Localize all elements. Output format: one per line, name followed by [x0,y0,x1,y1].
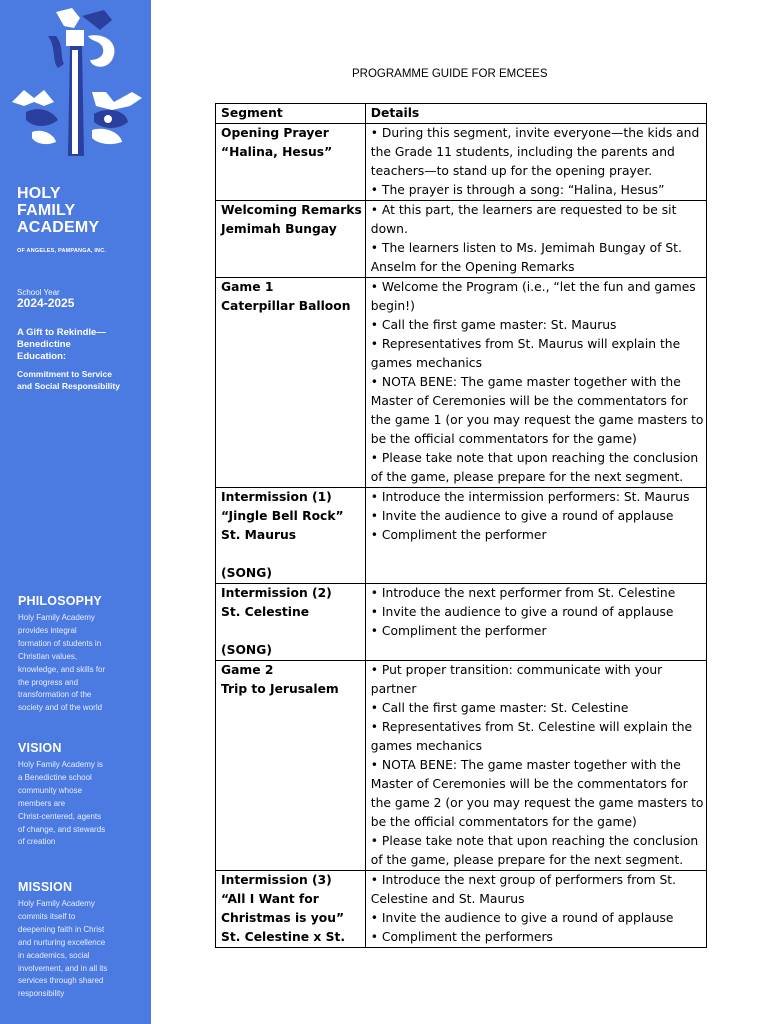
details-line: be the official commentators for the game) [370,432,637,446]
school-year-label: School Year [17,288,60,297]
academy-name-line: ACADEMY [17,219,100,236]
details-line: begin!) [370,299,415,313]
details-line: • Compliment the performer [370,624,547,638]
details-line: down. [370,222,408,236]
details-line: • Welcome the Program (i.e., “let the fun and games [370,280,696,294]
vision-line: Holy Family Academy is [18,760,103,769]
mission-line: involvement, and in all its [18,963,108,973]
details-line: • Put proper transition: communicate with your [370,663,663,677]
details-line: • Representatives from St. Celestine will explain the [370,720,693,734]
segment-line: St. Celestine [221,605,310,619]
academy-name-line: FAMILY [17,202,76,219]
table-row [216,201,707,278]
vision-line: members are [18,798,66,808]
mission-line: services through shared [18,976,104,986]
vision-heading: VISION [18,741,62,755]
table-header-row [216,104,707,124]
blank-line [221,545,362,564]
theme-subtitle-line: and Social Responsibility [17,381,120,391]
theme-title-line: Benedictine [17,339,71,350]
details-line: games mechanics [370,356,482,370]
philosophy-line: formation of students in [18,638,102,648]
details-line: • Please take note that upon reaching the conclusion [370,451,699,465]
details-line: • Compliment the performer [370,528,547,542]
philosophy-heading: PHILOSOPHY [18,594,102,608]
vision-line: a Benedictine school [18,772,92,782]
philosophy-line: society and of the world [18,703,103,713]
academy-name-line: HOLY [17,185,61,202]
details-line: the game 2 (or you may request the game masters to [370,796,704,810]
segment-line: St. Celestine x St. [221,930,346,944]
segment-cell [216,871,366,948]
details-line: Anselm for the Opening Remarks [370,260,575,274]
segment-cell [216,661,366,871]
segment-line: Game 2 [221,663,274,677]
theme-title-line: Education: [17,351,67,362]
theme-title-line: A Gift to Rekindle— [17,327,106,338]
mission-text [18,898,136,1001]
table-row [216,278,707,488]
details-line: • Introduce the next performer from St. Celestine [370,586,676,600]
details-line: Celestine and St. Maurus [370,892,525,906]
segment-line: Opening Prayer [221,126,329,140]
mission-line: commits itself to [18,911,76,921]
details-line: • Invite the audience to give a round of applause [370,911,674,925]
philosophy-text [18,612,136,715]
segment-cell [216,584,366,661]
details-line: the Grade 11 students, including the parents and [370,145,675,159]
segment-line: Trip to Jerusalem [221,682,339,696]
details-line: • Introduce the intermission performers: St. Maurus [370,490,690,504]
details-line: • Invite the audience to give a round of applause [370,605,674,619]
table-row [216,584,707,661]
segment-line: Welcoming Remarks [221,203,362,217]
segment-line: “All I Want for [221,892,319,906]
details-cell [365,584,707,661]
segment-cell [216,488,366,584]
programme-table [215,103,707,948]
details-line: be the official commentators for the game) [370,815,637,829]
mission-line: responsibility [18,989,65,999]
segment-line: Intermission (3) [221,873,332,887]
details-line: • Call the first game master: St. Celestine [370,701,629,715]
details-line: Master of Ceremonies will be the commentators for [370,394,688,408]
details-line: the game 1 (or you may request the game masters to [370,413,704,427]
school-crest-logo [8,6,146,156]
mission-line: Holy Family Academy [18,899,95,908]
philosophy-line: knowledge, and skills for [18,664,106,674]
mission-line: deepening faith in Christ [18,924,105,934]
table-row [216,661,707,871]
details-line: • Please take note that upon reaching the conclusion [370,834,699,848]
details-line: • The prayer is through a song: “Halina, Hesus” [370,183,665,197]
table-row [216,871,707,948]
table-row [216,488,707,584]
mission-line: and nurturing excellence [18,937,106,947]
vision-line: community whose [18,785,83,795]
details-line: • The learners listen to Ms. Jemimah Bungay of St. [370,241,682,255]
vision-text [18,759,136,849]
details-line: Master of Ceremonies will be the commentators for [370,777,688,791]
segment-line: “Halina, Hesus” [221,145,333,159]
segment-line: Jemimah Bungay [221,222,337,236]
details-cell [365,124,707,201]
details-line: • NOTA BENE: The game master together with the [370,375,681,389]
table-row [216,124,707,201]
details-line: • Compliment the performers [370,930,553,944]
school-year-value: 2024-2025 [17,296,75,310]
document-title: PROGRAMME GUIDE FOR EMCEES [352,68,548,80]
vision-line: of change, and stewards [18,824,106,834]
theme-subtitle-line: Commitment to Service [17,369,112,379]
mission-line: in academics, social [18,950,90,960]
details-line: of the game, please prepare for the next segment. [370,470,684,484]
segment-line: “Jingle Bell Rock” [221,509,344,523]
segment-line: St. Maurus [221,528,297,542]
details-column-header: Details [365,104,707,124]
details-line: • During this segment, invite everyone—the kids and [370,126,700,140]
details-line: games mechanics [370,739,482,753]
details-cell [365,278,707,488]
details-line: teachers—to stand up for the opening prayer. [370,164,653,178]
details-cell [365,488,707,584]
segment-line: Intermission (1) [221,490,332,504]
details-line: of the game, please prepare for the next segment. [370,853,684,867]
mission-heading: MISSION [18,880,73,894]
vision-line: Christ-centered, agents [18,811,102,821]
vision-line: of creation [18,837,56,847]
details-line: • Representatives from St. Maurus will explain the [370,337,681,351]
segment-line: Caterpillar Balloon [221,299,351,313]
blank-line [221,622,362,641]
details-cell [365,871,707,948]
academy-name [17,185,99,236]
details-line: • NOTA BENE: The game master together with the [370,758,681,772]
details-line: • At this part, the learners are requested to be sit [370,203,677,217]
segment-cell [216,201,366,278]
segment-line: (SONG) [221,566,272,580]
philosophy-line: the progress and [18,677,79,687]
philosophy-line: transformation of the [18,690,92,700]
segment-cell [216,124,366,201]
details-cell [365,201,707,278]
segment-column-header: Segment [216,104,366,124]
philosophy-line: provides integral [18,625,77,635]
details-line: • Invite the audience to give a round of applause [370,509,674,523]
segment-line: (SONG) [221,643,272,657]
details-line: • Call the first game master: St. Maurus [370,318,617,332]
segment-line: Intermission (2) [221,586,332,600]
details-line: partner [370,682,417,696]
sidebar-panel [0,0,151,1024]
details-line: • Introduce the next group of performers from St. [370,873,677,887]
segment-line: Game 1 [221,280,274,294]
segment-cell [216,278,366,488]
theme-subtitle [17,368,142,392]
theme-title [17,327,142,363]
philosophy-line: Holy Family Academy [18,613,95,622]
academy-subtitle: OF ANGELES, PAMPANGA, INC. [17,248,107,254]
segment-line: Christmas is you” [221,911,345,925]
details-cell [365,661,707,871]
philosophy-line: Christian values, [18,651,78,661]
